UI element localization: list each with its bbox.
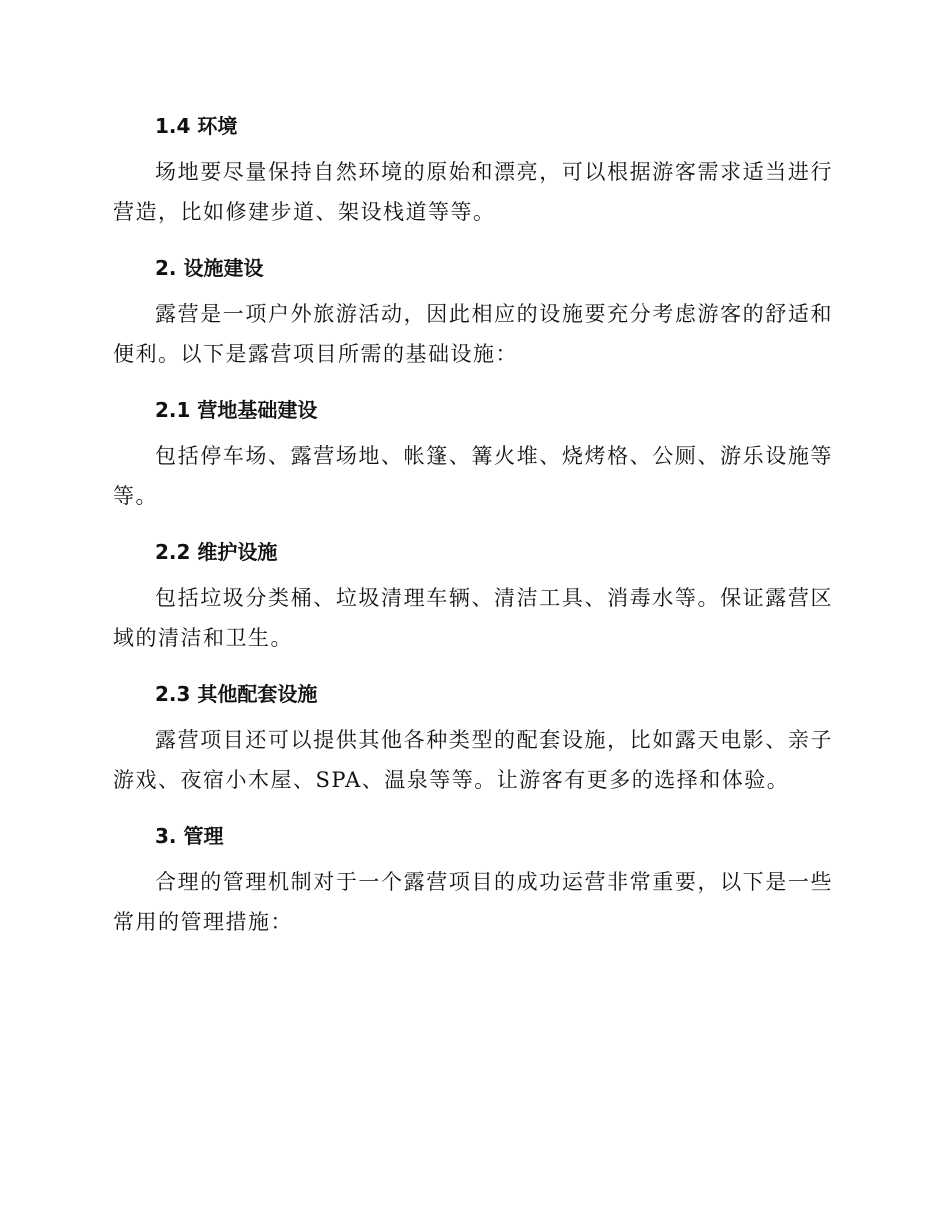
paragraph-environment: 场地要尽量保持自然环境的原始和漂亮，可以根据游客需求适当进行营造，比如修建步道、架设栈道等等。	[113, 160, 833, 224]
paragraph-facilities: 露营是一项户外旅游活动，因此相应的设施要充分考虑游客的舒适和便利。以下是露营项目所需的基础设施：	[113, 302, 833, 366]
paragraph-maintenance: 包括垃圾分类桶、垃圾清理车辆、清洁工具、消毒水等。保证露营区域的清洁和卫生。	[113, 586, 833, 650]
paragraph-management: 合理的管理机制对于一个露营项目的成功运营非常重要，以下是一些常用的管理措施：	[113, 870, 833, 934]
section-heading-maintenance: 2.2 维护设施	[155, 540, 278, 564]
section-heading-environment: 1.4 环境	[155, 114, 238, 138]
section-heading-camp-infrastructure: 2.1 营地基础建设	[155, 398, 318, 422]
section-heading-management: 3. 管理	[155, 824, 224, 848]
section-heading-facilities: 2. 设施建设	[155, 256, 264, 280]
section-heading-other-facilities: 2.3 其他配套设施	[155, 682, 318, 706]
paragraph-camp-infrastructure: 包括停车场、露营场地、帐篷、篝火堆、烧烤格、公厕、游乐设施等等。	[113, 444, 833, 508]
paragraph-other-facilities: 露营项目还可以提供其他各种类型的配套设施，比如露天电影、亲子游戏、夜宿小木屋、SPA、温泉等等。让游客有更多的选择和体验。	[113, 728, 833, 792]
document-body	[113, 108, 833, 960]
